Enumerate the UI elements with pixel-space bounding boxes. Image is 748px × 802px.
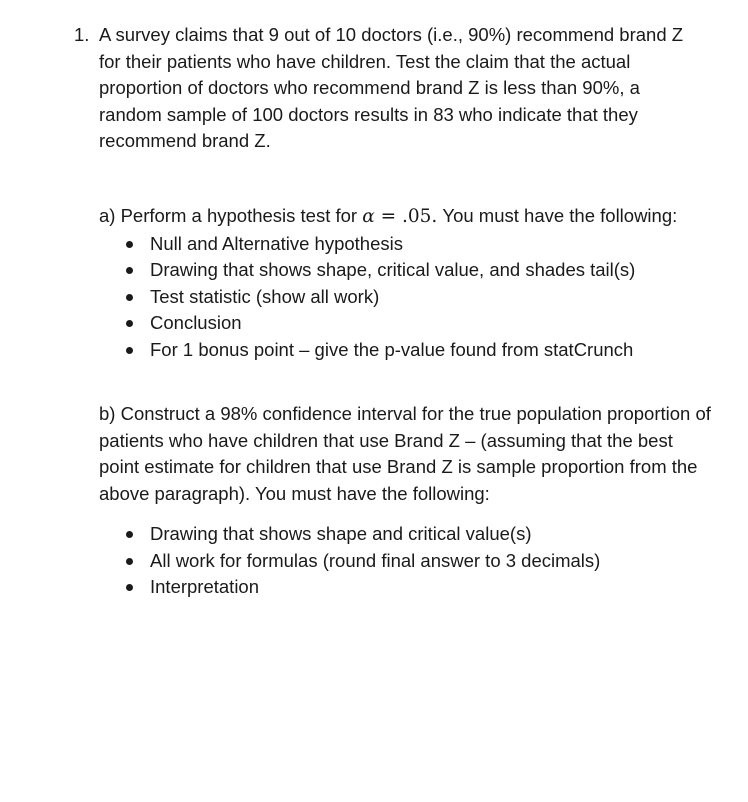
part-b-intro: b) Construct a 98% confidence interval for the true population proportion of patients who have children that use Brand Z – (assuming that the best point estimate for children that use Brand Z is sample proportion from the above paragraph). You must have the following: <box>99 403 711 504</box>
list-item-text: Conclusion <box>150 312 242 333</box>
part-b <box>99 401 714 601</box>
alpha-symbol: α <box>362 206 375 227</box>
question-text: A survey claims that 9 out of 10 doctors (i.e., 90%) recommend brand Z for their patients who have children. Test the claim that the actual proportion of doctors who recommend brand Z is less than 90%, a random sample of 100 doctors results in 83 who indicate that they recommend brand Z. <box>99 24 684 151</box>
list-item-text: For 1 bonus point – give the p-value found from statCrunch <box>150 338 634 360</box>
list-item <box>99 574 714 601</box>
part-a-intro-prefix: a) Perform a hypothesis test for <box>99 205 363 226</box>
bullet-icon <box>126 320 133 327</box>
alpha-value: = .05. <box>374 206 438 227</box>
bullet-icon <box>126 558 133 565</box>
question-1 <box>74 22 714 155</box>
part-a-intro <box>99 203 714 231</box>
list-item-text: Drawing that shows shape and critical value(s) <box>150 523 532 544</box>
list-item-text: Test statistic (show all work) <box>150 285 380 307</box>
list-item <box>99 548 714 575</box>
part-a <box>99 203 714 363</box>
part-b-requirements-list <box>99 521 714 601</box>
bullet-icon <box>126 267 133 274</box>
question-number: 1. <box>74 24 90 45</box>
list-item-text: Interpretation <box>150 576 260 597</box>
bullet-icon <box>126 347 133 354</box>
list-item <box>99 231 714 258</box>
list-item <box>99 257 714 284</box>
list-item-text: Null and Alternative hypothesis <box>150 232 403 254</box>
part-a-intro-suffix: You must have the following: <box>437 205 678 226</box>
part-a-requirements-list <box>99 231 714 364</box>
bullet-icon <box>126 294 133 301</box>
list-item <box>99 521 714 548</box>
list-item <box>99 337 714 364</box>
bullet-icon <box>126 584 133 591</box>
list-item <box>99 284 714 311</box>
list-item <box>99 310 714 337</box>
list-item-text: All work for formulas (round final answer to 3 decimals) <box>150 549 601 571</box>
bullet-icon <box>126 531 133 538</box>
list-item-text: Drawing that shows shape, critical value, and shades tail(s) <box>150 259 636 280</box>
bullet-icon <box>126 241 133 248</box>
